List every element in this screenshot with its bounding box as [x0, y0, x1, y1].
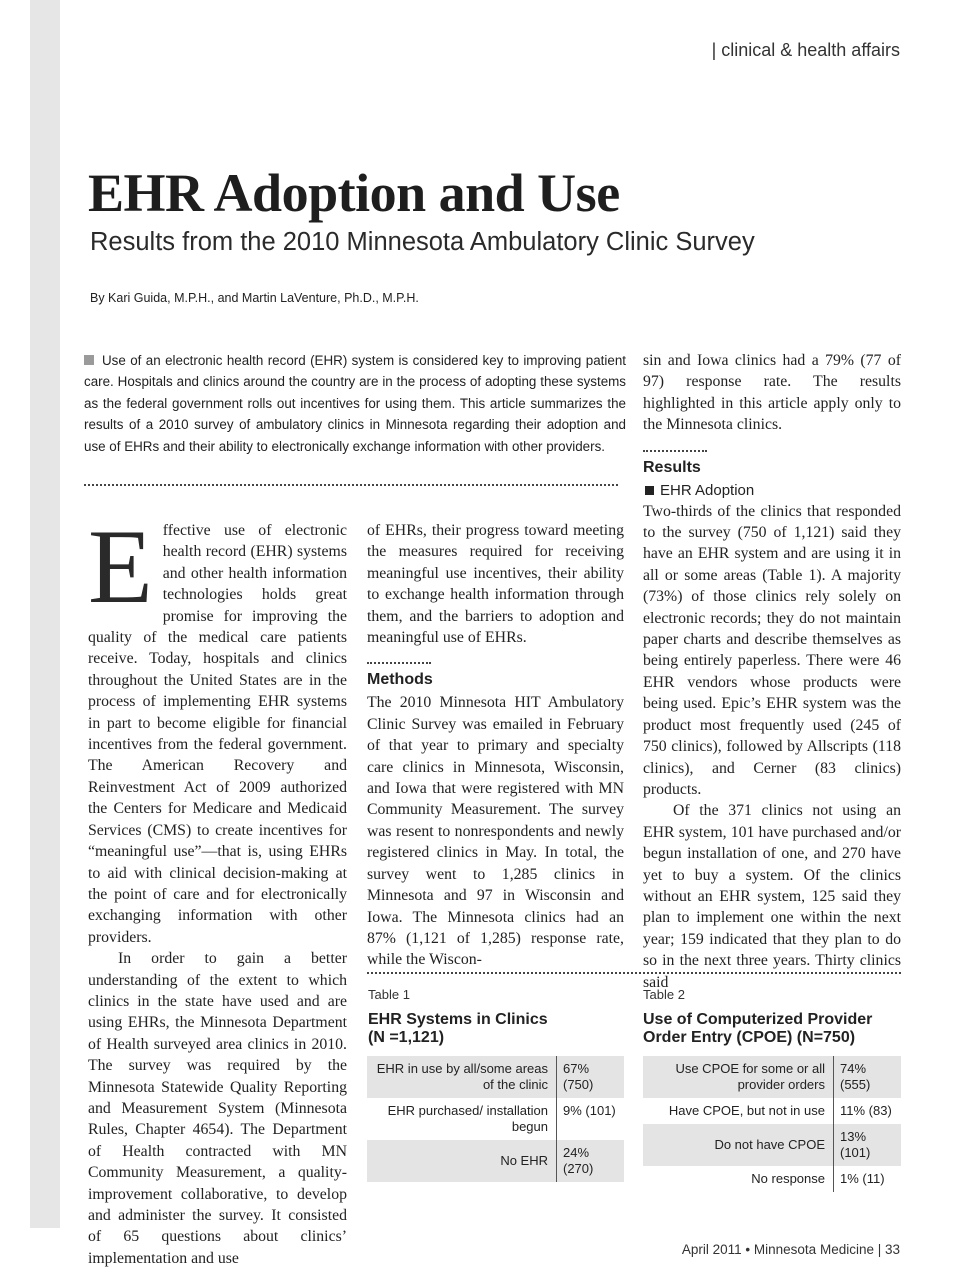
table-row-label: Have CPOE, but not in use: [643, 1098, 834, 1124]
col3-paragraph-3: Of the 371 clinics not using an EHR system, 101 have purchased and/or begun installation of one, and 270 have yet to buy a system. Of the clinics without an EHR system, 125 said they plan to implement one within the next year; 159 indicated that they plan to do so in the next three years. Thirty clinics said: [643, 802, 901, 991]
table-row: [367, 1140, 624, 1182]
col1-paragraph-1: ffective use of electronic health record (EHR) systems and other health information technologies holds great promise for improving the quality of the medical care patients receive. Today, hospitals and clinics throughout the United States are in the process of implementing EHR systems in part to become eligible for financial incentives from the federal government. The American Recovery and Reinvestment Act of 2009 authorized the Centers for Medicare and Medicaid Services (CMS) to create incentives for “meaningful use”—that is, using EHRs to aid with clinical decision-making at the point of care and for electronically exchanging information with other providers.: [88, 522, 347, 946]
table-row-value: 13% (101): [840, 1129, 871, 1160]
square-bullet-icon: [645, 486, 654, 495]
table-row-label: Use CPOE for some or all provider orders: [643, 1056, 834, 1098]
table-row: [643, 1098, 901, 1124]
table-row: [643, 1124, 901, 1166]
table-row-value: 1% (11): [840, 1171, 885, 1186]
article-title: EHR Adoption and Use: [88, 163, 620, 223]
table2-label: Table 2: [643, 987, 685, 1002]
col2-paragraph-2: The 2010 Minnesota HIT Ambulatory Clinic Survey was emailed in February of that year to primary and specialty care clinics in Minnesota, Wisconsin, and Iowa that were registered with MN Community Measurement. The survey was resent to nonrespondents and newly registered clinics in May. In total, the survey went to 1,285 clinics in Minnesota and 97 in Wisconsin and Iowa. The Minnesota clinics had an 87% (1,121 of 1,285) response rate, while the Wiscon-: [367, 694, 624, 969]
heading-divider: [643, 450, 707, 452]
table1-label: Table 1: [368, 987, 410, 1002]
page-footer: April 2011 • Minnesota Medicine | 33: [681, 1242, 900, 1257]
abstract-divider: [84, 484, 618, 486]
table-row-value: 9% (101): [563, 1103, 616, 1118]
abstract: [84, 350, 626, 457]
results-heading: Results: [643, 458, 701, 476]
col2-paragraph-1: of EHRs, their progress toward meeting the measures required for receiving meaningful use incentives, their ability to exchange health information through them, and the barriers to adoption and meaningful use of EHRs.: [367, 522, 624, 647]
byline: By Kari Guida, M.P.H., and Martin LaVenture, Ph.D., M.P.H.: [90, 291, 419, 305]
col3-paragraph-1: sin and Iowa clinics had a 79% (77 of 97) response rate. The results highlighted in this article apply only to the Minnesota clinics.: [643, 352, 901, 434]
left-margin-bar: [30, 0, 60, 1228]
table-row: [643, 1056, 901, 1098]
table-row-value: 11% (83): [840, 1103, 892, 1118]
table-row-label: No response: [643, 1166, 834, 1192]
column-2: [367, 520, 624, 971]
table1-title: EHR Systems in Clinics (N =1,121): [368, 1011, 548, 1046]
table-row-label: EHR purchased/ installation begun: [367, 1098, 557, 1140]
ehr-adoption-subheading: EHR Adoption: [643, 480, 901, 501]
drop-cap: E: [88, 508, 153, 625]
table-row-label: Do not have CPOE: [643, 1124, 834, 1166]
abstract-text: Use of an electronic health record (EHR) system is considered key to improving patient care. Hospitals and clinics around the country are in the process of adopting these systems as the federal government rolls out incentives for using them. This article summarizes the results of a 2010 survey of ambulatory clinics in Minnesota regarding their adoption and use of EHRs and their ability to electronically exchange information with other providers.: [84, 353, 626, 454]
article-subtitle: Results from the 2010 Minnesota Ambulatory Clinic Survey: [90, 228, 755, 256]
heading-divider: [367, 662, 431, 664]
table-row-value: 24% (270): [563, 1145, 594, 1176]
tables-divider: [367, 972, 901, 974]
section-label: | clinical & health affairs: [711, 40, 900, 60]
table1: [367, 1056, 624, 1182]
col1-paragraph-2: In order to gain a better understanding of the extent to which clinics in the state have used and are using EHRs, the Minnesota Department of Health surveyed area clinics in 2010. The survey was required by the Minnesota Statewide Quality Reporting and Measurement System (Minnesota Rules, Chapter 4654). The Department of Health contracted with MN Community Measurement, a quality-improvement collaborative, to develop and administer the survey. It consisted of 65 questions about clinics’ implementation and use: [88, 950, 347, 1267]
square-bullet-icon: [84, 355, 94, 365]
column-3: [643, 350, 901, 993]
table-row-label: No EHR: [367, 1140, 557, 1182]
table-row-value: 67% (750): [563, 1061, 594, 1092]
table-row: [367, 1056, 624, 1098]
table2-title: Use of Computerized Provider Order Entry (CPOE) (N=750): [643, 1011, 873, 1046]
table2: [643, 1056, 901, 1192]
table-row-label: EHR in use by all/some areas of the clinic: [367, 1056, 557, 1098]
column-1: [88, 508, 347, 1269]
table-row: [367, 1098, 624, 1140]
col3-paragraph-2: Two-thirds of the clinics that responded to the survey (750 of 1,121) said they have an EHR system and are using it in all or some areas (Table 1). A majority (73%) of those clinics rely solely on electronic records; they do not maintain paper charts and describe themselves as being entirely paperless. There were 46 EHR vendors whose products were being used. Epic’s EHR system was the product most frequently used (245 of 750 clinics), followed by Allscripts (118 clinics), and Cerner (83 clinics) products.: [643, 502, 901, 798]
table-row: [643, 1166, 901, 1192]
methods-heading: Methods: [367, 671, 433, 689]
table-row-value: 74% (555): [840, 1061, 871, 1092]
